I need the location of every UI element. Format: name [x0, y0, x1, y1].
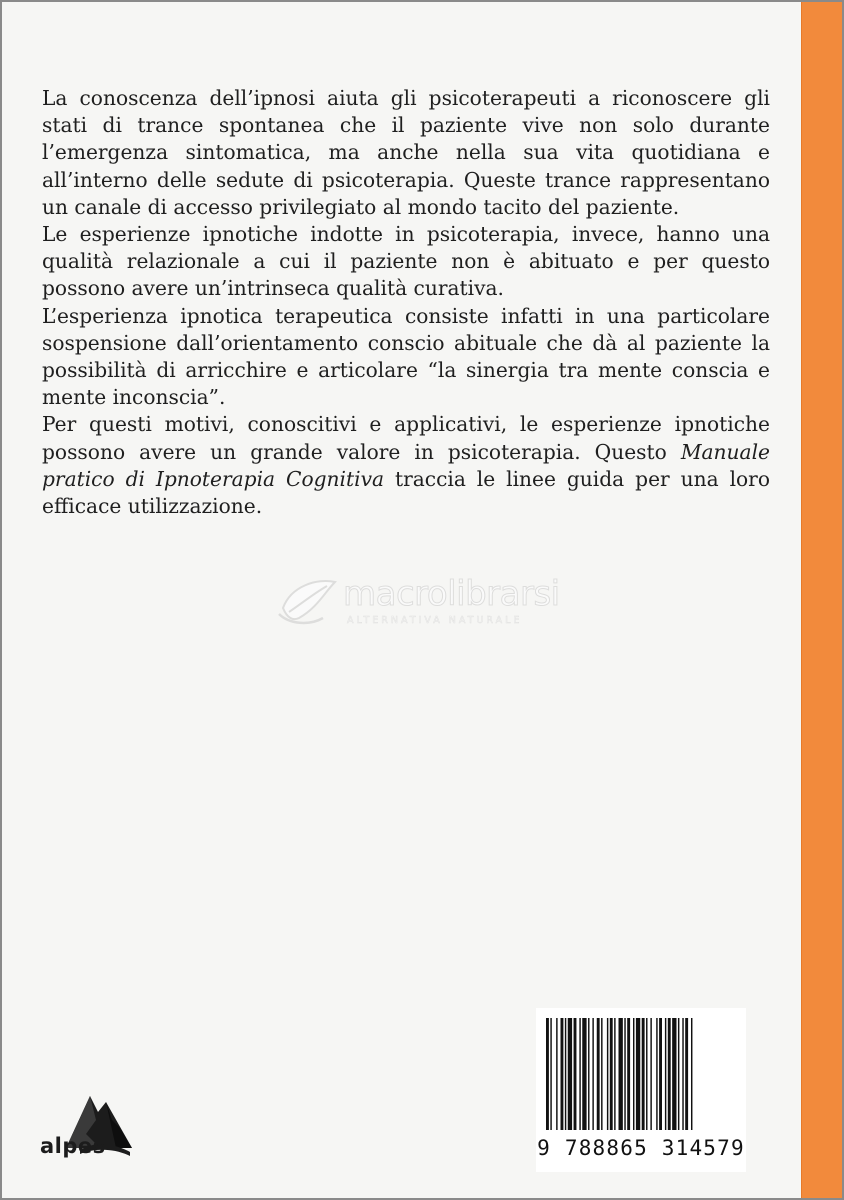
barcode-bar [665, 1018, 666, 1130]
barcode-bar [624, 1018, 625, 1130]
barcode-bar [546, 1018, 549, 1130]
barcode-bar [650, 1018, 651, 1130]
barcode-bar [597, 1018, 600, 1130]
barcode-bar [642, 1018, 645, 1130]
barcode-bar [685, 1018, 688, 1130]
barcode-bar [601, 1018, 602, 1130]
barcode-bar [592, 1018, 593, 1130]
barcode-bar [574, 1018, 577, 1130]
barcode-bar [627, 1018, 630, 1130]
barcode-bar [588, 1018, 589, 1130]
barcode-bar [614, 1018, 615, 1130]
book-title-italic: Manuale pratico di Ipnoterapia Cognitiva [42, 439, 770, 491]
watermark-tagline: ALTERNATIVA NATURALE [347, 615, 523, 626]
barcode-bar [568, 1018, 572, 1130]
barcode-bar [610, 1018, 613, 1130]
barcode-bar [646, 1018, 647, 1130]
isbn-digits: 9 788865 314579 [537, 1136, 745, 1160]
blurb-paragraph-4 [42, 411, 770, 520]
barcode-bar [607, 1018, 608, 1130]
blurb-paragraph-4-start: Per questi motivi, conoscitivi e applicativi, le esperienze ipnotiche possono avere un grande valore in psicoterapia. Questo [42, 412, 770, 464]
barcode-bar [619, 1018, 623, 1130]
barcode-bar [691, 1018, 692, 1130]
watermark [277, 572, 577, 632]
barcode-bar [565, 1018, 566, 1130]
barcode-bars [546, 1018, 736, 1130]
barcode-bar [579, 1018, 580, 1130]
barcode-bar [656, 1018, 657, 1130]
isbn-barcode [536, 1008, 746, 1172]
publisher-logo [40, 1090, 140, 1170]
barcode-bar [682, 1018, 683, 1130]
watermark-name: macrolibrarsi [343, 574, 560, 614]
barcode-bar [668, 1018, 671, 1130]
barcode-bar [633, 1018, 634, 1130]
barcode-bar [636, 1018, 640, 1130]
barcode-bar [672, 1018, 676, 1130]
barcode-bar [550, 1018, 551, 1130]
orange-spine-stripe [801, 2, 842, 1198]
barcode-bar [556, 1018, 557, 1130]
barcode-bar [678, 1018, 679, 1130]
blurb-paragraph-2: Le esperienze ipnotiche indotte in psicoterapia, invece, hanno una qualità relazionale a cui il paziente non è abituato e per questo possono avere un’intrinseca qualità curativa. [42, 222, 770, 301]
barcode-bar [659, 1018, 662, 1130]
publisher-name: alpes [40, 1134, 106, 1158]
blurb-paragraph-4-end: traccia le linee guida per una loro efficace utilizzazione. [42, 466, 770, 519]
barcode-bar [582, 1018, 586, 1130]
leaf-swirl-icon [277, 574, 339, 628]
blurb-paragraph-3: L’esperienza ipnotica terapeutica consiste infatti in una particolare sospensione dall’orientamento conscio abituale che dà al paziente la possibilità di arricchire e articolare “la sinergia tra mente conscia e mente inconscia”. [42, 303, 770, 410]
blurb-paragraph-1: La conoscenza dell’ipnosi aiuta gli psicoterapeuti a riconoscere gli stati di trance spontanea che il paziente vive non solo durante l’emergenza sintomatica, ma anche nella sua vita quotidiana e all’interno delle sedute di psicoterapia. Queste trance rappresentano un canale di accesso privilegiato al mondo tacito del paziente. [42, 86, 770, 219]
barcode-bar [561, 1018, 564, 1130]
blurb-text [42, 85, 770, 520]
